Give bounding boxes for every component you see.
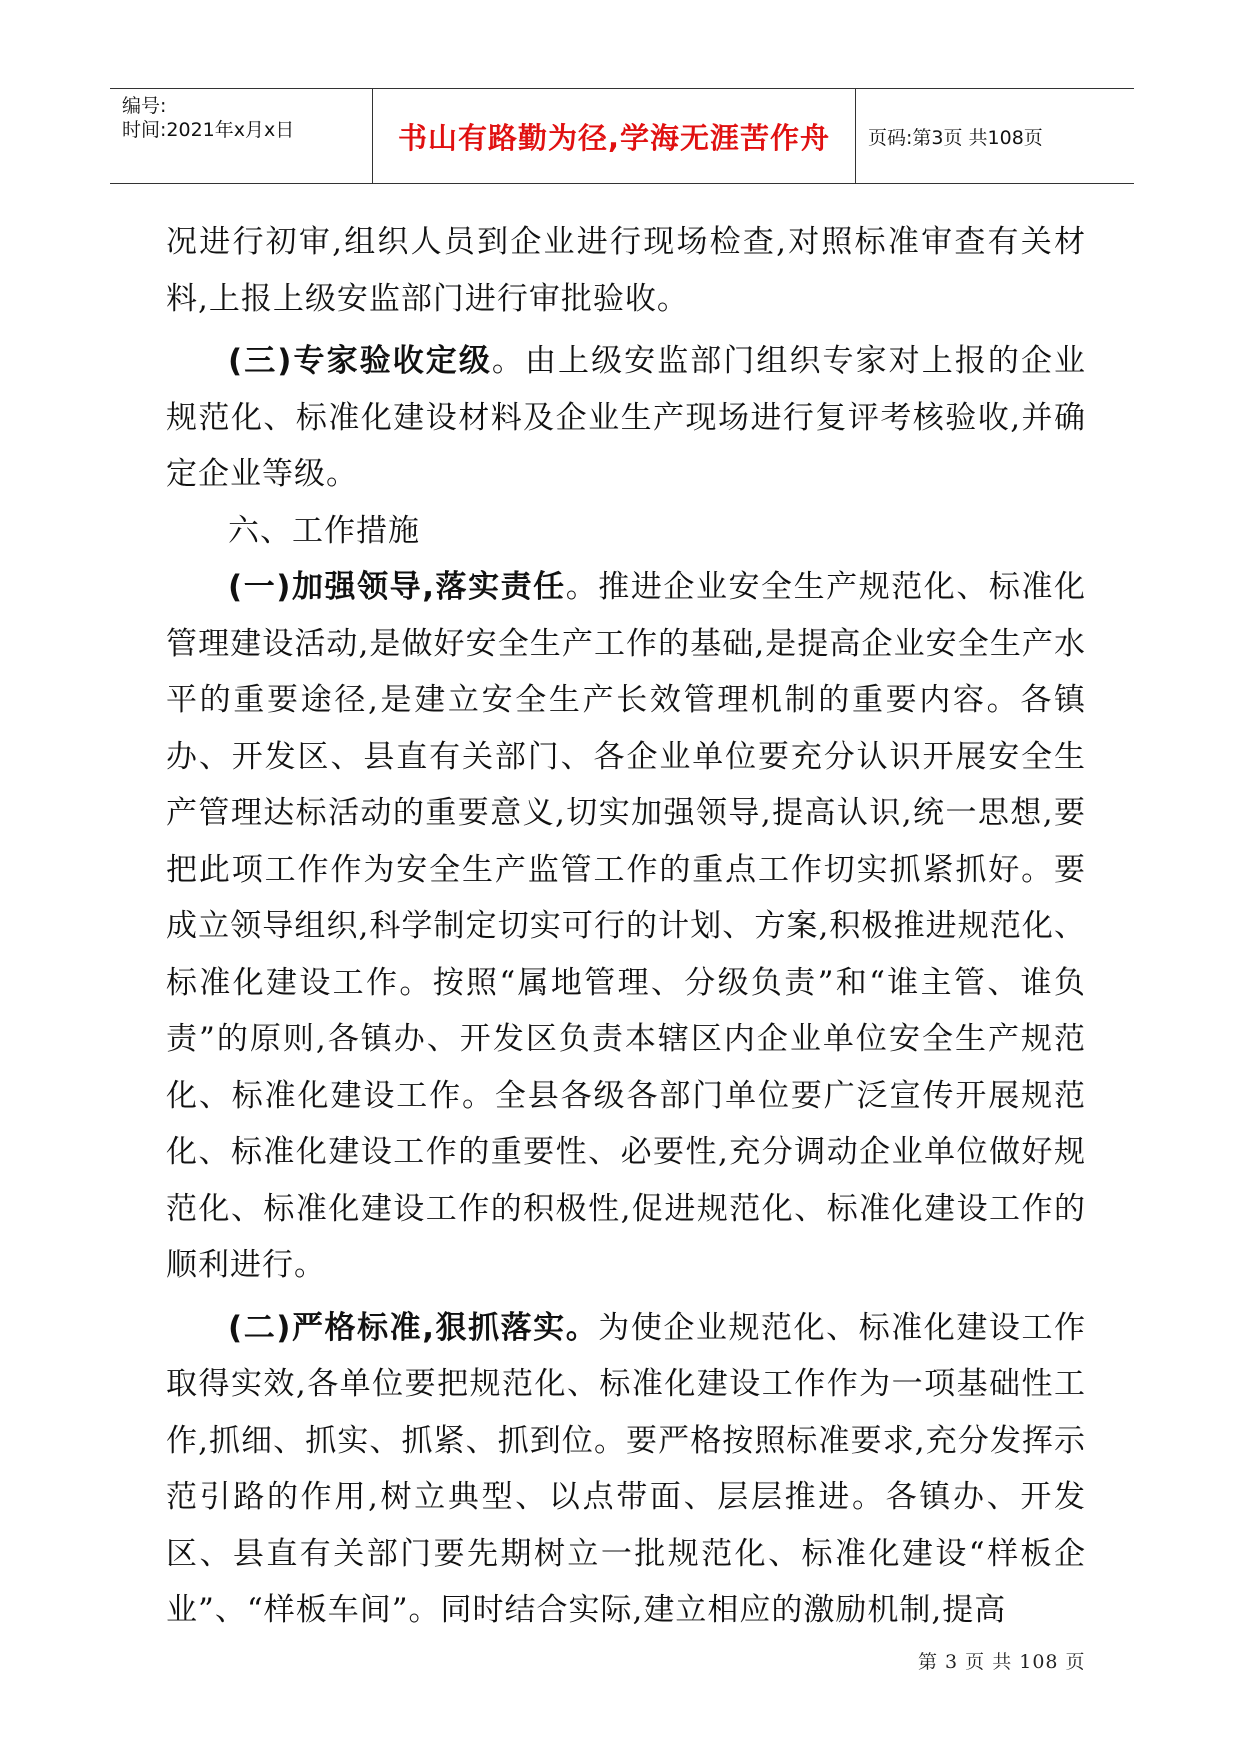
header-page-info: 页码:第3页 共108页 (868, 126, 1043, 149)
paragraph-leadership (166, 559, 1086, 1294)
paragraph-expert-acceptance (166, 333, 1086, 503)
header-motto-cell (373, 89, 856, 183)
document-number-label: 编号: (122, 95, 167, 117)
section-heading: 六、工作措施 (228, 512, 420, 549)
paragraph-text: 为使企业规范化、标准化建设工作取得实效,各单位要把规范化、标准化建设工作作为一项基础性工作,抓细、抓实、抓紧、抓到位。要严格按照标准要求,充分发挥示范引路的作用,树立典型、以点带面、层层推进。各镇办、开发区、县直有关部门要先期树立一批规范化、标准化建设“样板企业”、“样板车间”。同时结合实际,建立相应的激励机制,提高 (166, 1309, 1086, 1628)
page-footer: 第 3 页 共 108 页 (918, 1651, 1086, 1673)
paragraph-lead: (三)专家验收定级 (228, 343, 492, 379)
document-header (110, 88, 1134, 184)
paragraph-lead: (一)加强领导,落实责任 (228, 569, 566, 605)
header-page-cell (856, 89, 1134, 183)
header-meta-cell (110, 89, 373, 183)
document-time-label: 时间:2021年x月x日 (122, 119, 295, 141)
paragraph-text: 。由上级安监部门组织专家对上报的企业规范化、标准化建设材料及企业生产现场进行复评考核验收,并确定企业等级。 (166, 343, 1087, 492)
paragraph-strict-standards (166, 1300, 1086, 1639)
header-motto: 书山有路勤为径,学海无涯苦作舟 (397, 120, 831, 155)
paragraph-text: 。推进企业安全生产规范化、标准化管理建设活动,是做好安全生产工作的基础,是提高企业安全生产水平的重要途径,是建立安全生产长效管理机制的重要内容。各镇办、开发区、县直有关部门、各企业单位要充分认识开展安全生产管理达标活动的重要意义,切实加强领导,提高认识,统一思想,要把此项工作作为安全生产监管工作的重点工作切实抓紧抓好。要成立领导组织,科学制定切实可行的计划、方案,积极推进规范化、标准化建设工作。按照“属地管理、分级负责”和“谁主管、谁负责”的原则,各镇办、开发区负责本辖区内企业单位安全生产规范化、标准化建设工作。全县各级各部门单位要广泛宣传开展规范化、标准化建设工作的重要性、必要性,充分调动企业单位做好规范化、标准化建设工作的积极性,促进规范化、标准化建设工作的顺利进行。 (166, 569, 1086, 1283)
paragraph-lead: (二)严格标准,狠抓落实。 (228, 1309, 599, 1346)
document-body (166, 214, 1086, 1639)
paragraph-review: 况进行初审,组织人员到企业进行现场检查,对照标准审查有关材料,上报上级安监部门进行审批验收。 (166, 224, 1086, 317)
